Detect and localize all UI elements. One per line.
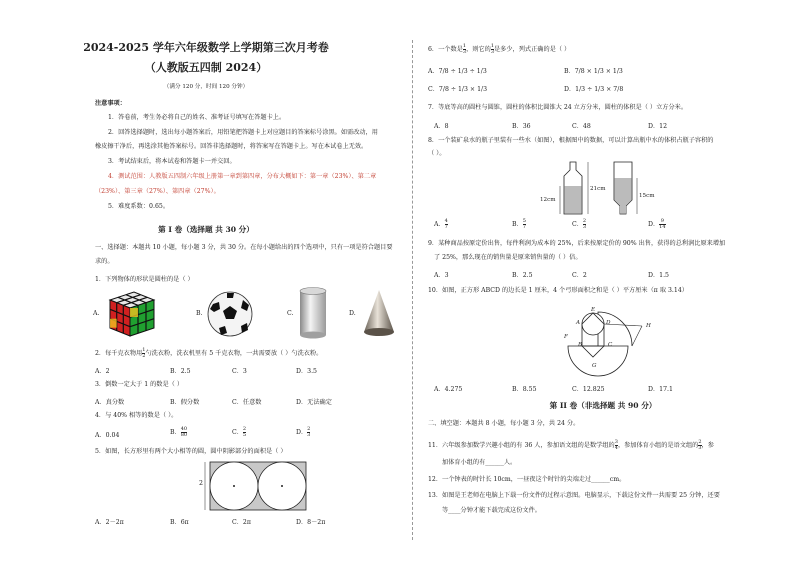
q10-square-semicircles-figure [552,298,662,378]
q4-stem: 4．与 40% 相等的数是（ ）。 [95,412,178,419]
exam-title: 2024-2025 学年六年级数学上学期第三次月考卷 [83,41,329,54]
q6-option-c[interactable]: C．7/8 ÷ 1/3 × 1/3 [428,86,488,93]
q10-label-b: B [578,342,583,348]
q10-label-e: E [591,307,596,313]
note-item: 1．答卷前，考生务必将自己的姓名、准考证号填写在答题卡上。 [108,114,286,121]
q8-option-a[interactable]: A． $\frac{4}{7}$ [434,218,448,230]
q10-label-c: C [608,342,613,348]
q8-label-21cm: 21cm [590,186,606,192]
q6-option-d[interactable]: D．1/3 ÷ 1/3 × 7/8 [564,86,624,93]
q9-stem-cont: 了 25%，那么现在的销售量是原来销售量的（ ）倍。 [434,254,582,261]
q10-option-b[interactable]: B．8.55 [512,386,537,393]
q9-option-a[interactable]: A．3 [434,272,449,279]
q10-label-h: H [646,323,651,329]
q10-label-a: A [576,320,581,326]
q5-option-d[interactable]: D．8－2π [296,519,326,526]
q2-option-b[interactable]: B．2.5 [170,368,191,375]
q8-option-b[interactable]: B． $\frac{5}{7}$ [512,218,526,230]
q3-option-d[interactable]: D．无法确定 [296,399,332,406]
q2-fraction: $\frac{1}{2}$ [142,347,146,359]
q9-stem: 9．某种商品按原定价出售，每件利润为成本的 25%，后来按原定价的 90% 出售，获得的总利润比原来增加 [428,240,726,247]
note-item: 4．测试范围：人教版五四制六年级上册第一章到第四章，分布大概如下：第一章（23%）、第二章 [108,173,377,180]
q1-stem: 1．下列物体的形状是圆柱的是（ ） [95,276,194,283]
q1-label-c: C. [287,310,294,317]
part1-intro: 一、选择题：本题共 10 小题，每小题 3 分，共 30 分。在每小题给出的四个选项中，只有一项是符合题目要 [95,244,393,251]
q7-option-c[interactable]: C．48 [572,123,591,130]
notes-heading: 注意事项： [95,100,126,107]
q2-option-d[interactable]: D．3.5 [296,368,317,375]
q1-label-b: B. [196,310,203,317]
note-item: （23%）、第三章（27%）、第四章（27%）。 [95,188,220,195]
q3-option-c[interactable]: C．任意数 [232,399,262,406]
q4-option-a[interactable]: A．0.04 [95,432,120,439]
q8-stem: 8．一个装矿泉水的瓶子里装有一些水（如图），根据图中的数据，可以计算出瓶中水的体积占瓶子容积的 [428,137,714,144]
part1-intro: 求的。 [95,258,114,265]
q6-option-b[interactable]: B．7/8 × 1/3 × 1/3 [564,68,623,75]
q1-label-d: D. [349,310,356,317]
note-item: 橡皮擦干净后，再选涂其他答案标号。回答非选择题时，将答案写在答题卡上。写在本试卷上无效。 [95,143,368,150]
q9-option-c[interactable]: C．2 [572,272,587,279]
q8-option-c[interactable]: C． $\frac{2}{3}$ [572,218,587,230]
q5-stem: 5．如图，长方形里有两个大小相等的圆，圆中阴影部分的面积是（ ） [95,448,287,455]
q5-rectangle-circles-figure [200,460,310,512]
q3-option-b[interactable]: B．假分数 [170,399,200,406]
q13-stem: 13．如图是王老师在电脑上下载一份文件的过程示意图。电脑显示，下载这份文件一共需要 25 分钟，还要 [428,492,720,499]
q8-label-15cm: 15cm [639,193,655,199]
q8-stem-cont: （ ）。 [428,150,446,157]
q5-dimension-label: 2 [199,480,203,487]
q7-option-b[interactable]: B．36 [512,123,531,130]
q9-option-d[interactable]: D．1.5 [648,272,669,279]
q2-option-c[interactable]: C．3 [232,368,247,375]
q5-option-a[interactable]: A．2－2π [95,519,124,526]
q10-label-f: F [564,334,568,340]
q10-label-g: G [592,363,597,369]
q7-stem: 7．等底等高的圆柱与圆锥，圆柱的体积比圆锥大 24 立方分米，圆柱的体积是（ ）立方分米。 [428,104,688,111]
q10-stem: 10．如图，正方形 ABCD 的边长是 1 厘米，4 个弓形面积之和是（ ）平方厘米（π 取 3.14） [428,287,688,294]
q10-option-d[interactable]: D．17.1 [648,386,673,393]
q6-option-a[interactable]: A．7/8 ÷ 1/3 ÷ 1/3 [428,68,487,75]
part2-heading: 第 II 卷（非选择题 共 90 分） [549,401,657,410]
q3-stem: 3．倒数一定大于 1 的数是（ ） [95,381,184,388]
q1-label-a: A. [93,310,100,317]
part2-intro: 二、填空题：本题共 8 小题，每小题 3 分，共 24 分。 [428,420,580,427]
q10-label-d: D [606,320,611,326]
cylinder-can-image [298,286,328,340]
rubiks-cube-image [104,290,158,338]
q2-stem-b: 勺洗衣粉，洗衣机里有 5 千克衣物，一共需要放（ ）勺洗衣粉。 [145,350,323,357]
q2-stem-a: 2．每千克衣物用 [95,350,143,357]
q9-option-b[interactable]: B．2.5 [512,272,533,279]
part1-heading: 第 I 卷（选择题 共 30 分） [158,225,254,234]
q5-option-b[interactable]: B．6π [170,519,189,526]
q10-option-a[interactable]: A．4.275 [434,386,463,393]
q6-stem: 6．一个数是 $\frac{1}{3}$ ，则它的 $\frac{1}{3}$ 是多少，列式正确的是（ ） [428,43,571,55]
right-column [412,0,794,562]
q4-option-b[interactable]: B． $\frac{40}{80}$ [170,426,188,438]
q2-stem [95,348,322,359]
q5-option-c[interactable]: C．2π [232,519,251,526]
note-item: 5．难度系数：0.65。 [108,203,170,210]
q8-option-d[interactable]: D． $\frac{9}{14}$ [648,218,666,230]
note-item: 3．考试结束后，将本试卷和答题卡一并交回。 [108,158,236,165]
q4-option-c[interactable]: C． $\frac{2}{5}$ [232,426,247,438]
q10-option-c[interactable]: C．12.825 [572,386,605,393]
q3-option-a[interactable]: A．真分数 [95,399,125,406]
q7-option-a[interactable]: A．8 [434,123,449,130]
q13-stem-cont: 等____分钟才能下载完成这份文件。 [442,507,541,514]
q11-stem-cont: 加体育小组的有______人。 [442,459,517,466]
exam-subtitle: （人教版五四制 2024） [144,61,268,74]
q8-label-12cm: 12cm [540,197,556,203]
exam-meta: （满分 120 分，时间 120 分钟） [163,84,249,90]
soccer-ball-image [205,290,255,338]
cone-image [362,288,396,340]
q12-stem: 12．一个钟表的时针长 10cm，一昼夜这个时针的尖端走过______cm。 [428,476,626,483]
note-item: 2．回答选择题时，选出每小题答案后，用铅笔把答题卡上对应题目的答案标号涂黑。如需改动，用 [108,129,378,136]
q2-option-a[interactable]: A．2 [95,368,110,375]
q4-option-d[interactable]: D． $\frac{2}{3}$ [296,426,311,438]
q11-stem: 11．六年级参加数学兴趣小组的有 36 人，参加语文组的是数学组的 $\frac{3}{4}$ ，参加体育小组的是语文组的 $\frac{2}{3}$ ，参 [428,439,714,451]
q7-option-d[interactable]: D．12 [648,123,668,130]
